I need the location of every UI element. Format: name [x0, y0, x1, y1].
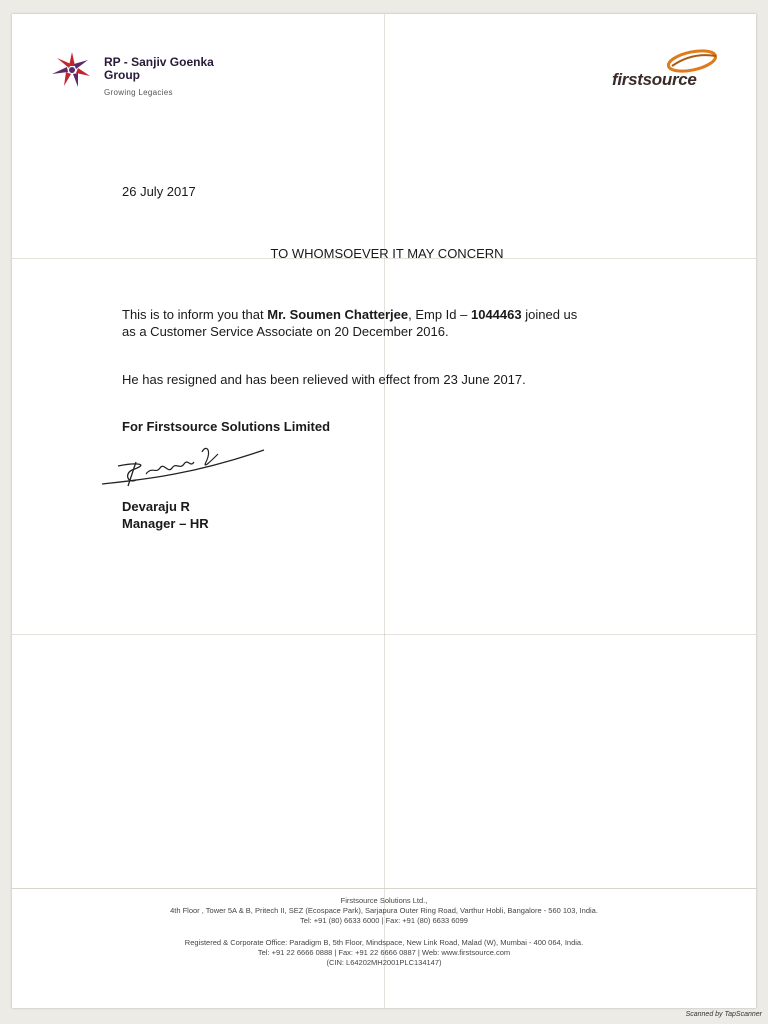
- para1-joined: joined us: [521, 307, 578, 322]
- footer-cin: (CIN: L64202MH2001PLC134147): [326, 958, 442, 967]
- paper-crease: [384, 14, 385, 1008]
- footer-registered-contact: Tel: +91 22 6666 0888 | Fax: +91 22 6666 0887 | Web: www.firstsource.com: [257, 948, 511, 957]
- firstsource-logo: [612, 48, 722, 94]
- signing-organization: For Firstsource Solutions Limited: [122, 419, 331, 434]
- footer-company: Firstsource Solutions Ltd.,: [340, 896, 428, 905]
- signer-title: Manager – HR: [122, 516, 209, 531]
- signer-block: [122, 498, 209, 532]
- rp-star-logo-icon: [50, 50, 96, 90]
- rp-group-name: [104, 56, 214, 82]
- employment-paragraph: [122, 306, 682, 340]
- footer-divider: [12, 888, 756, 889]
- footer-contact: Tel: +91 (80) 6633 6000 | Fax: +91 (80) 6633 6099: [300, 916, 468, 925]
- para1-line2: as a Customer Service Associate on 20 December 2016.: [122, 324, 449, 339]
- firstsource-wordmark: firstsource: [612, 70, 697, 89]
- footer-registered-office: Registered & Corporate Office: Paradigm B, 5th Floor, Mindspace, New Link Road, Malad (W), Mumbai - 400 064, India.: [184, 938, 584, 947]
- rp-name-line1: RP - Sanjiv Goenka: [104, 55, 214, 69]
- footer-address: 4th Floor , Tower 5A & B, Pritech II, SEZ (Ecospace Park), Sarjapura Outer Ring Road, Varthur Hobli, Bangalore - 560 103, India.: [170, 906, 598, 915]
- para1-intro: This is to inform you that: [122, 307, 268, 322]
- letter-date: 26 July 2017: [122, 184, 196, 199]
- letter-heading-text: TO WHOMSOEVER IT MAY CONCERN: [270, 246, 504, 261]
- relieving-paragraph: He has resigned and has been relieved with effect from 23 June 2017.: [122, 372, 526, 387]
- employee-name: Mr. Soumen Chatterjee: [267, 307, 409, 322]
- company-footer: [0, 896, 768, 968]
- letter-heading: [0, 246, 768, 261]
- rp-tagline: Growing Legacies: [104, 88, 173, 97]
- employee-id: 1044463: [470, 307, 522, 322]
- emp-id-label: , Emp Id –: [408, 307, 471, 322]
- rp-sanjiv-goenka-logo: [50, 50, 240, 102]
- signer-name: Devaraju R: [122, 499, 190, 514]
- rp-name-line2: Group: [104, 68, 140, 82]
- handwritten-signature: [98, 440, 268, 496]
- scanner-watermark: Scanned by TapScanner: [685, 1011, 762, 1018]
